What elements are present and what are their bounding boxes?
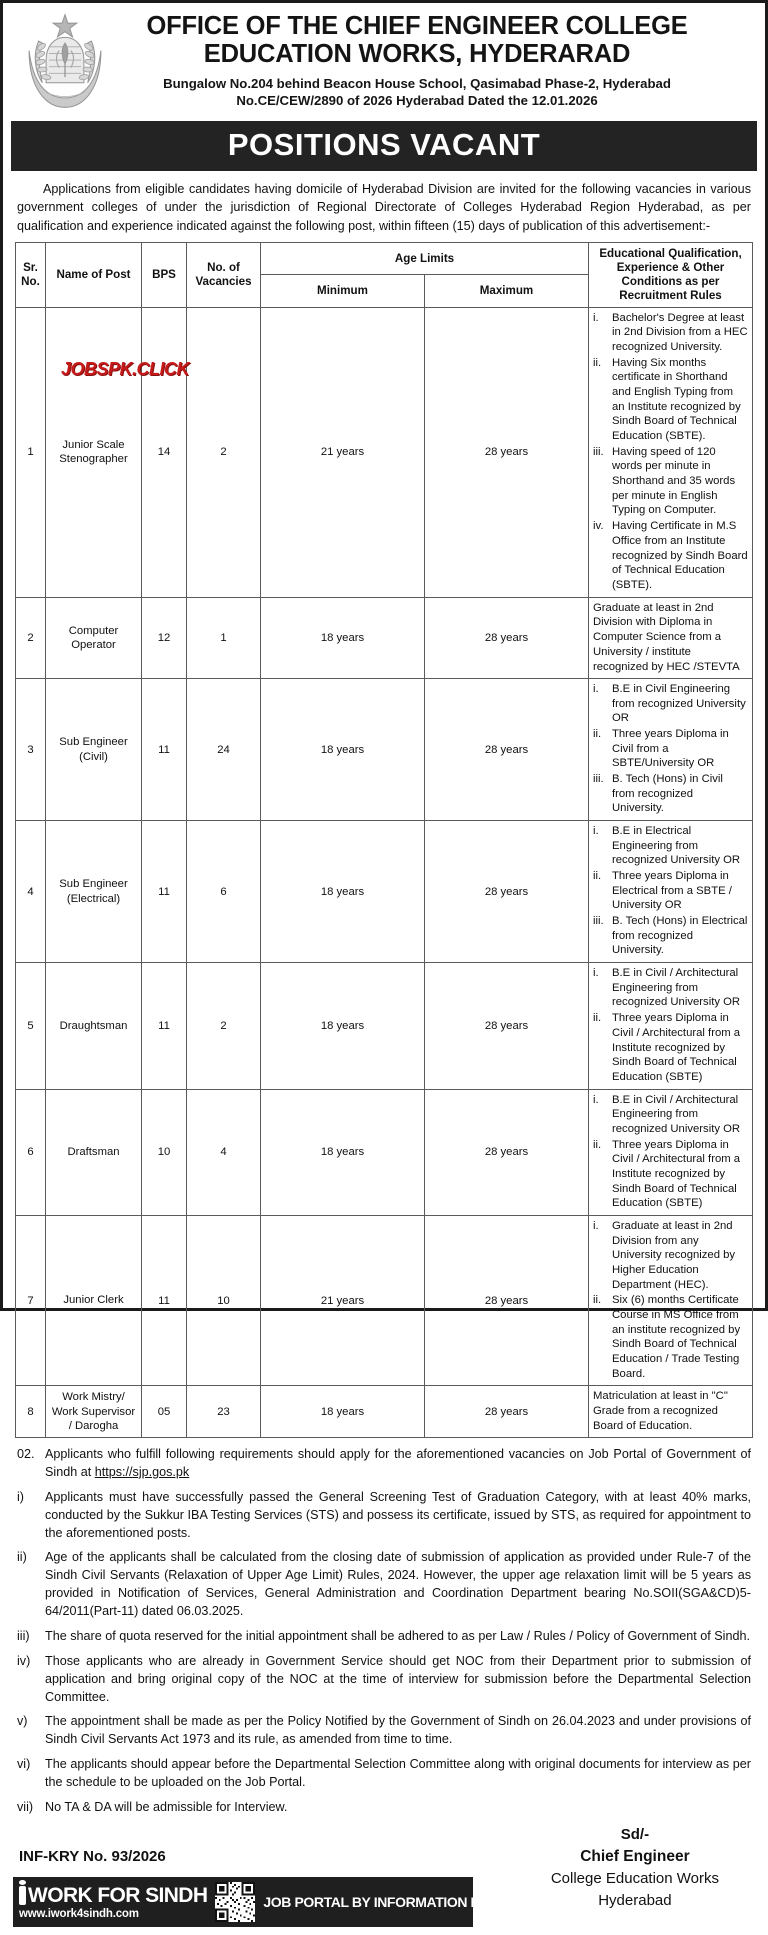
condition-marker: iv) bbox=[17, 1653, 31, 1668]
table-row bbox=[16, 963, 753, 1089]
table-body bbox=[16, 307, 753, 1437]
footer-left bbox=[13, 1848, 563, 1927]
qualification-marker: iii. bbox=[593, 915, 604, 928]
qualification-text: Having speed of 120 words per minute in Shorthand and 35 words per minute in English Typing on Computer. bbox=[612, 445, 736, 517]
qualification-list bbox=[593, 966, 748, 1084]
col-header-qualification: Educational Qualification, Experience & Other Conditions as per Recruitment Rules bbox=[589, 243, 753, 308]
positions-vacant-banner: POSITIONS VACANT bbox=[11, 121, 757, 171]
header-text-block bbox=[123, 12, 751, 110]
col-header-name-of-post: Name of Post bbox=[46, 243, 142, 308]
col-header-max-age: Maximum bbox=[425, 275, 589, 307]
cell-post-name: Draftsman bbox=[46, 1089, 142, 1215]
qualification-item bbox=[593, 445, 748, 518]
cell-sr-no: 6 bbox=[16, 1089, 46, 1215]
condition-item bbox=[17, 1446, 751, 1482]
qualification-marker: i. bbox=[593, 683, 599, 696]
cell-max-age: 28 years bbox=[425, 597, 589, 679]
qualification-item bbox=[593, 772, 748, 816]
organization-title: OFFICE OF THE CHIEF ENGINEER COLLEGE EDUCATION WORKS, HYDERARAD bbox=[146, 12, 688, 69]
col-header-sr-no: Sr. No. bbox=[16, 243, 46, 308]
condition-marker: iii) bbox=[17, 1628, 30, 1643]
condition-text: The share of quota reserved for the initial appointment shall be adhered to as per Law / Rules / Policy of Government of Sindh. bbox=[45, 1628, 750, 1643]
qualification-item bbox=[593, 914, 748, 958]
cell-max-age: 28 years bbox=[425, 821, 589, 963]
cell-bps: 11 bbox=[142, 1215, 187, 1385]
cell-qualification bbox=[589, 307, 753, 597]
qualification-list bbox=[593, 1093, 748, 1211]
cell-max-age: 28 years bbox=[425, 1215, 589, 1385]
cell-bps: 12 bbox=[142, 597, 187, 679]
cell-min-age: 18 years bbox=[261, 821, 425, 963]
condition-item bbox=[17, 1756, 751, 1792]
table-row bbox=[16, 1215, 753, 1385]
cell-vacancies: 2 bbox=[187, 963, 261, 1089]
cell-max-age: 28 years bbox=[425, 679, 589, 821]
cell-min-age: 18 years bbox=[261, 1089, 425, 1215]
cell-vacancies: 1 bbox=[187, 597, 261, 679]
qualification-text: Graduate at least in 2nd Division with Diploma in Computer Science from a University / institute recognized by HEC /STEVTA bbox=[593, 601, 740, 674]
qualification-text: Three years Diploma in Civil / Architectural from a Institute recognized by Sindh Board of Technical Education (SBTE) bbox=[612, 1138, 741, 1210]
qualification-item bbox=[593, 727, 748, 771]
qualification-text: Six (6) months Certificate Course in MS Office from an institute recognized by Sindh Board of Technical Education / Trade Testing Board. bbox=[612, 1294, 741, 1380]
condition-text: Those applicants who are already in Government Service should get NOC from their Department prior to submission of application and bring original copy of the NOC at the time of interview for submission before the Departmental Selection Committee. bbox=[45, 1653, 751, 1704]
qualification-text: B.E in Civil / Architectural Engineering from recognized University OR bbox=[612, 967, 741, 1009]
qualification-text: Having Six months certificate in Shorthand and English Typing from an Institute recognized by Sindh Board of Technical Education (SBTE). bbox=[612, 356, 741, 443]
condition-item bbox=[17, 1489, 751, 1543]
table-row bbox=[16, 679, 753, 821]
cell-qualification bbox=[589, 821, 753, 963]
cell-vacancies: 24 bbox=[187, 679, 261, 821]
qualification-list bbox=[593, 311, 748, 593]
qualification-text: B. Tech (Hons) in Electrical from recognized University. bbox=[612, 915, 748, 957]
cell-max-age: 28 years bbox=[425, 963, 589, 1089]
qualification-marker: ii. bbox=[593, 728, 602, 741]
table-row bbox=[16, 597, 753, 679]
cell-max-age: 28 years bbox=[425, 1089, 589, 1215]
cell-bps: 14 bbox=[142, 307, 187, 597]
qualification-marker: iv. bbox=[593, 520, 604, 533]
qualification-item bbox=[593, 869, 748, 913]
condition-marker: vi) bbox=[17, 1757, 31, 1772]
cell-vacancies: 23 bbox=[187, 1386, 261, 1438]
cell-sr-no: 3 bbox=[16, 679, 46, 821]
cell-sr-no: 7 bbox=[16, 1215, 46, 1385]
document-header bbox=[3, 3, 765, 117]
cell-post-name: Computer Operator bbox=[46, 597, 142, 679]
qualification-item bbox=[593, 1011, 748, 1084]
qualification-item bbox=[593, 966, 748, 1010]
cell-vacancies: 10 bbox=[187, 1215, 261, 1385]
cell-sr-no: 2 bbox=[16, 597, 46, 679]
table-row bbox=[16, 821, 753, 963]
qualification-marker: ii. bbox=[593, 870, 602, 883]
cell-min-age: 21 years bbox=[261, 1215, 425, 1385]
condition-text: Age of the applicants shall be calculated from the closing date of submission of application as provided under Rule-7 of the Sindh Civil Servants (Relaxation of Upper Age Limit) Rules, 2024. However, the upper age relaxation limit will be 5 years as provided in Notification of Services, General Administration and Coordination Department bearing No.SOII(SGA&CD)5-64/2011(Part-11) dated 06.03.2025. bbox=[45, 1550, 751, 1618]
col-header-bps: BPS bbox=[142, 243, 187, 308]
cell-post-name: Sub Engineer (Electrical) bbox=[46, 821, 142, 963]
condition-marker: vii) bbox=[17, 1799, 34, 1814]
cell-vacancies: 2 bbox=[187, 307, 261, 597]
qualification-text: B. Tech (Hons) in Civil from recognized University. bbox=[612, 773, 723, 815]
cell-bps: 10 bbox=[142, 1089, 187, 1215]
qualification-item bbox=[593, 1138, 748, 1211]
table-header-row bbox=[16, 243, 753, 275]
qualification-text: B.E in Electrical Engineering from recognized University OR bbox=[612, 825, 741, 867]
qualification-list bbox=[593, 824, 748, 958]
condition-text: Applicants who fulfill following requirements should apply for the aforementioned vacancies on Job Portal of Government of Sindh at https://sjp.gos.pk bbox=[45, 1447, 751, 1479]
qualification-item bbox=[593, 682, 748, 726]
cell-bps: 11 bbox=[142, 963, 187, 1089]
iwork-brand-title: WORK FOR SINDH bbox=[19, 1885, 207, 1906]
qualification-item bbox=[593, 824, 748, 868]
col-header-min-age: Minimum bbox=[261, 275, 425, 307]
cell-sr-no: 8 bbox=[16, 1386, 46, 1438]
condition-item bbox=[17, 1653, 751, 1707]
iwork-i-logo-icon bbox=[19, 1886, 26, 1905]
qualification-text: Bachelor's Degree at least in 2nd Division from a HEC recognized University. bbox=[612, 311, 748, 354]
col-header-age-limits: Age Limits bbox=[261, 243, 589, 275]
cell-min-age: 18 years bbox=[261, 963, 425, 1089]
condition-text: The appointment shall be made as per the Policy Notified by the Government of Sindh on 26.04.2023 and under provisions of Sindh Civil Servants Act 1973 and its rule, as amended from time to time. bbox=[45, 1714, 751, 1747]
qualification-marker: ii. bbox=[593, 356, 602, 369]
table-row bbox=[16, 1386, 753, 1438]
qualification-list bbox=[593, 1219, 748, 1381]
cell-post-name: Sub Engineer (Civil) bbox=[46, 679, 142, 821]
qualification-text: Matriculation at least in "C" Grade from a recognized Board of Education. bbox=[593, 1390, 728, 1433]
cell-post-name: Work Mistry/ Work Supervisor / Darogha bbox=[46, 1386, 142, 1438]
cell-bps: 11 bbox=[142, 679, 187, 821]
qualification-item bbox=[593, 519, 748, 592]
cell-qualification bbox=[589, 679, 753, 821]
table-row bbox=[16, 1089, 753, 1215]
cell-sr-no: 5 bbox=[16, 963, 46, 1089]
condition-item bbox=[17, 1549, 751, 1621]
cell-sr-no: 1 bbox=[16, 307, 46, 597]
cell-qualification bbox=[589, 597, 753, 679]
iwork-website-url: www.iwork4sindh.com bbox=[19, 1907, 139, 1920]
iwork-brand-block bbox=[19, 1885, 207, 1921]
cell-post-name: Junior Clerk bbox=[46, 1215, 142, 1385]
qualification-marker: ii. bbox=[593, 1138, 602, 1151]
qualification-marker: iii. bbox=[593, 773, 604, 786]
condition-marker: v) bbox=[17, 1714, 28, 1729]
signature-designation: Chief Engineer bbox=[580, 1847, 690, 1865]
condition-text: No TA & DA will be admissible for Interview. bbox=[45, 1799, 288, 1814]
condition-text: Applicants must have successfully passed the General Screening Test of Graduation Category, with at least 40% marks, conducted by the Sukkur IBA Testing Services (STS) and possess its certificate, issued by STS, as required for appointment to the aforementioned posts. bbox=[45, 1489, 751, 1540]
signature-block bbox=[551, 1824, 755, 1928]
cell-qualification bbox=[589, 1215, 753, 1385]
signature-department: College Education Works bbox=[550, 1869, 719, 1887]
condition-item bbox=[17, 1713, 751, 1749]
organization-address bbox=[123, 76, 711, 110]
address-line-1: Bungalow No.204 behind Beacon House School, Qasimabad Phase-2, Hyderabad bbox=[163, 76, 671, 92]
cell-min-age: 18 years bbox=[261, 597, 425, 679]
qualification-marker: i. bbox=[593, 311, 599, 324]
qualification-item bbox=[593, 311, 748, 355]
conditions-list bbox=[3, 1438, 765, 1824]
signature-sd: Sd/- bbox=[620, 1825, 650, 1843]
condition-item bbox=[17, 1799, 751, 1817]
qualification-marker: i. bbox=[593, 1219, 599, 1232]
cell-max-age: 28 years bbox=[425, 1386, 589, 1438]
table-head bbox=[16, 243, 753, 308]
site-watermark: JOBSPK.CLICK bbox=[61, 359, 190, 379]
qualification-item bbox=[593, 1219, 748, 1292]
job-portal-link[interactable]: https://sjp.gos.pk bbox=[94, 1464, 190, 1479]
reference-number-line: No.CE/CEW/2890 of 2026 Hyderabad Dated the 12.01.2026 bbox=[236, 93, 598, 109]
vacancy-table bbox=[15, 242, 753, 1438]
qualification-text: Three years Diploma in Civil from a SBTE/University OR bbox=[612, 728, 729, 770]
cell-max-age: 28 years bbox=[425, 307, 589, 597]
cell-sr-no: 4 bbox=[16, 821, 46, 963]
qualification-text: B.E in Civil / Architectural Engineering from recognized University OR bbox=[612, 1093, 741, 1135]
cell-qualification bbox=[589, 1089, 753, 1215]
qualification-text: Having Certificate in M.S Office from an Institute recognized by Sindh Board of Technical Education (SBTE). bbox=[612, 520, 748, 591]
qualification-text: Three years Diploma in Civil / Architectural from a Institute recognized by Sindh Board of Technical Education (SBTE) bbox=[612, 1012, 741, 1083]
qualification-marker: ii. bbox=[593, 1294, 602, 1307]
inf-reference-number: INF-KRY No. 93/2026 bbox=[19, 1848, 166, 1866]
condition-item bbox=[17, 1628, 751, 1646]
qualification-marker: iii. bbox=[593, 445, 604, 458]
condition-marker: ii) bbox=[17, 1550, 27, 1565]
cell-vacancies: 4 bbox=[187, 1089, 261, 1215]
qualification-text: Graduate at least in 2nd Division from any University recognized by Higher Education Department (HEC). bbox=[612, 1219, 736, 1291]
qualification-item bbox=[593, 1293, 748, 1381]
signature-city: Hyderabad bbox=[598, 1891, 672, 1909]
cell-qualification bbox=[589, 963, 753, 1089]
intro-paragraph: Applications from eligible candidates having domicile of Hyderabad Division are invited for the following vacancies in various government colleges of under the jurisdiction of Regional Directorate of Colleges Hyderabad Region Hyderabad, as per qualification and experience indicated against the following post, within fifteen (15) days of publication of this advertisement:- bbox=[17, 182, 751, 233]
cell-bps: 11 bbox=[142, 821, 187, 963]
cell-vacancies: 6 bbox=[187, 821, 261, 963]
cell-post-name: Junior Scale Stenographer bbox=[46, 307, 142, 597]
iwork-for-sindh-banner[interactable] bbox=[13, 1877, 563, 1927]
qualification-marker: i. bbox=[593, 825, 599, 838]
qualification-list bbox=[593, 682, 748, 816]
qualification-marker: i. bbox=[593, 967, 599, 980]
cell-qualification bbox=[589, 1386, 753, 1438]
col-header-vacancies: No. of Vacancies bbox=[187, 243, 261, 308]
qualification-marker: ii. bbox=[593, 1012, 602, 1025]
iwork-tagline: JOB PORTAL BY INFORMATION DEPARTMENT bbox=[263, 1894, 563, 1911]
vacancy-table-wrapper bbox=[3, 242, 765, 1438]
qr-code[interactable] bbox=[215, 1882, 255, 1922]
condition-marker: 02. bbox=[17, 1447, 35, 1461]
cell-min-age: 18 years bbox=[261, 679, 425, 821]
government-of-sindh-emblem bbox=[17, 9, 113, 113]
qualification-marker: i. bbox=[593, 1093, 599, 1106]
cell-min-age: 18 years bbox=[261, 1386, 425, 1438]
cell-post-name: Draughtsman bbox=[46, 963, 142, 1089]
qualification-text: Three years Diploma in Electrical from a SBTE / University OR bbox=[612, 870, 732, 912]
qualification-item bbox=[593, 1093, 748, 1137]
qualification-item bbox=[593, 356, 748, 444]
cell-bps: 05 bbox=[142, 1386, 187, 1438]
qualification-text: B.E in Civil Engineering from recognized University OR bbox=[612, 683, 746, 725]
condition-text: The applicants should appear before the Departmental Selection Committee along with original documents for interview as per the schedule to be uploaded on the Job Portal. bbox=[45, 1757, 751, 1789]
cell-min-age: 21 years bbox=[261, 307, 425, 597]
condition-marker: i) bbox=[17, 1489, 24, 1504]
table-row bbox=[16, 307, 753, 597]
document-footer bbox=[3, 1824, 765, 1935]
